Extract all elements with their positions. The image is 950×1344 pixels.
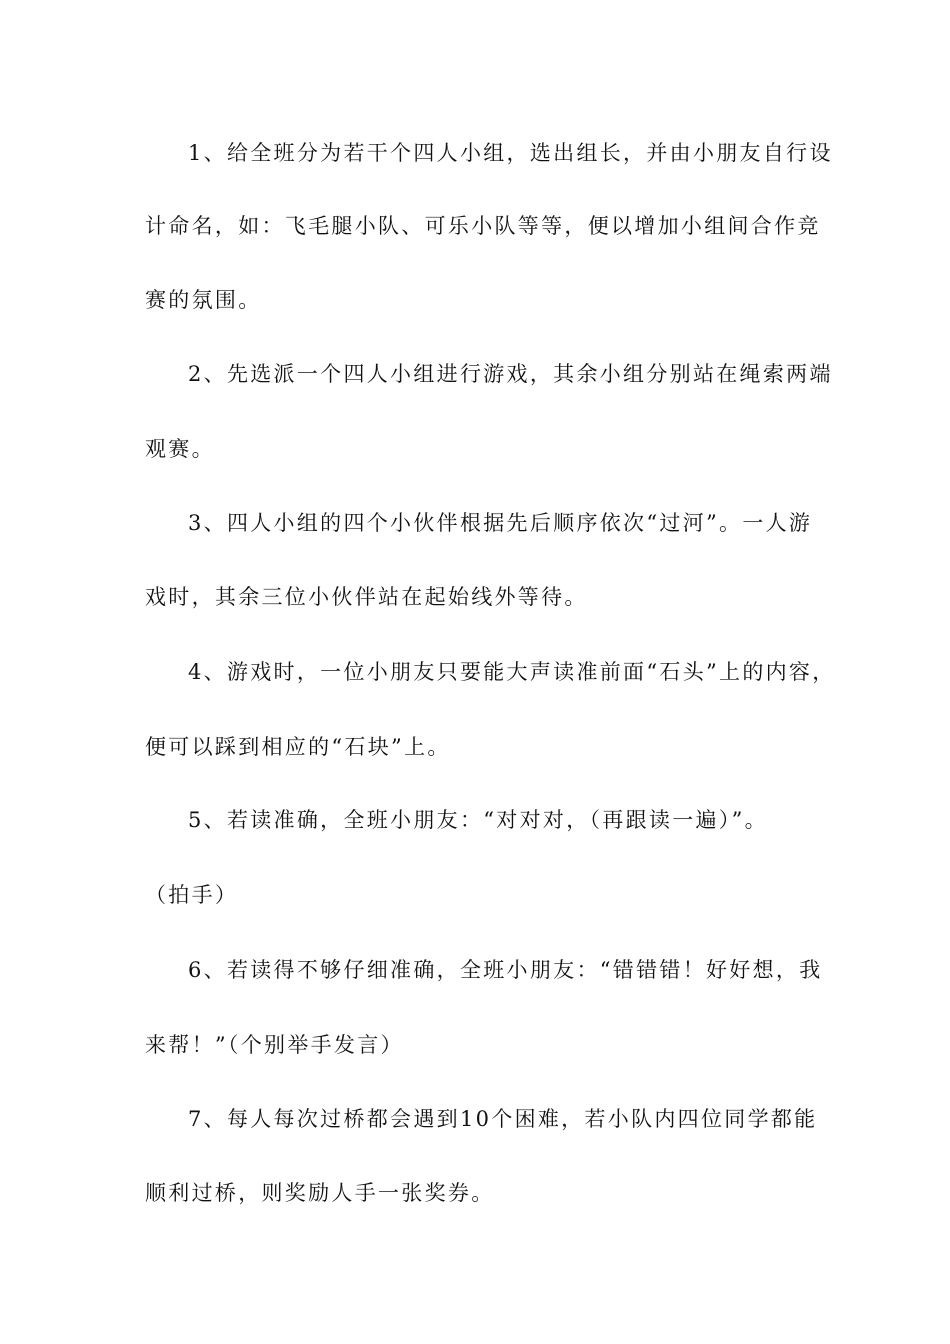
paragraph-2-line-1: 2、先选派一个四人小组进行游戏，其余小组分别站在绳索两端	[188, 362, 833, 386]
paragraph-6-line-1: 6、若读得不够仔细准确，全班小朋友：“错错错！好好想，我	[188, 958, 823, 982]
paragraph-1-line-1: 1、给全班分为若干个四人小组，选出组长，并由小朋友自行设	[188, 141, 833, 165]
paragraph-5-line-2: （拍手）	[145, 883, 239, 907]
paragraph-1-line-3: 赛的氛围。	[145, 288, 262, 312]
paragraph-5-line-1: 5、若读准确，全班小朋友：“对对对，（再跟读一遍）”。	[188, 808, 768, 832]
paragraph-3-line-1: 3、四人小组的四个小伙伴根据先后顺序依次“过河”。一人游	[188, 511, 813, 535]
paragraph-6-line-2: 来帮！”（个别举手发言）	[145, 1033, 404, 1057]
paragraph-1-line-2: 计命名，如：飞毛腿小队、可乐小队等等，便以增加小组间合作竞	[145, 214, 821, 238]
paragraph-4-line-2: 便可以踩到相应的“石块”上。	[145, 735, 451, 759]
paragraph-3-line-2: 戏时，其余三位小伙伴站在起始线外等待。	[145, 585, 588, 609]
paragraph-7-line-2: 顺利过桥，则奖励人手一张奖券。	[145, 1181, 495, 1205]
paragraph-7-line-1: 7、每人每次过桥都会遇到10个困难，若小队内四位同学都能	[188, 1107, 818, 1131]
paragraph-4-line-1: 4、游戏时，一位小朋友只要能大声读准前面“石头”上的内容，	[188, 660, 836, 684]
paragraph-2-line-2: 观赛。	[145, 437, 215, 461]
